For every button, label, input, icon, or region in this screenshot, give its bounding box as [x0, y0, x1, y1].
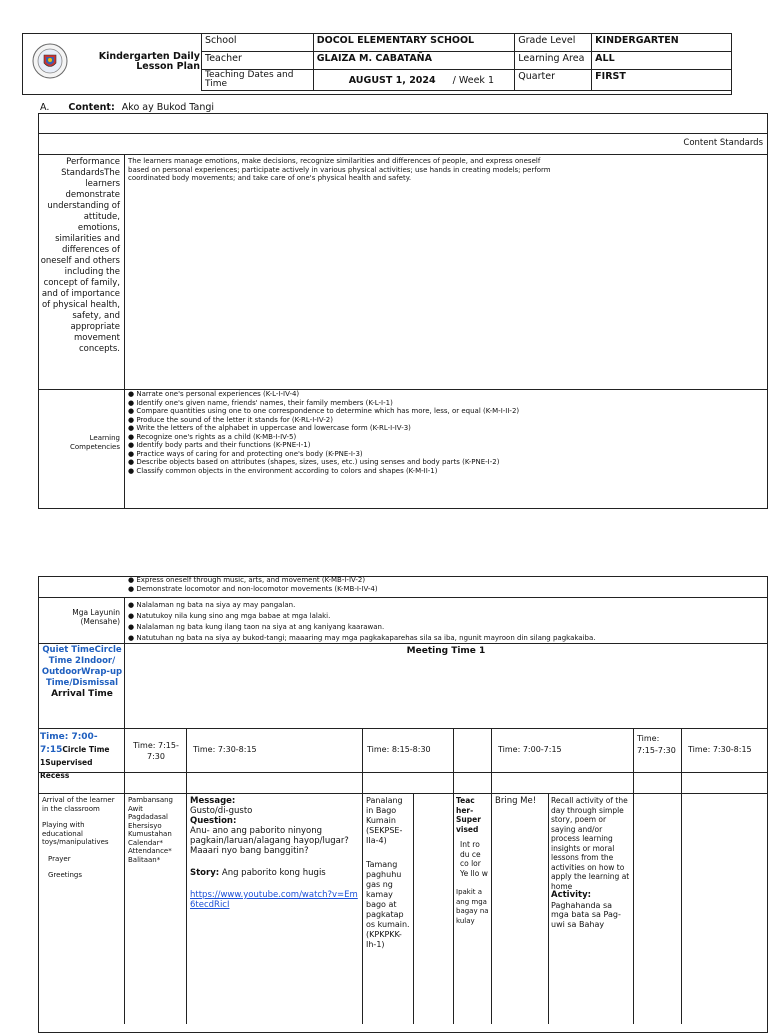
bring-me: Bring Me!	[495, 796, 537, 806]
competency-item: ● Express oneself through music, arts, and movement (K-MB-I-IV-2)	[128, 576, 366, 584]
competency-item: ● Practice ways of caring for and protecting one's body (K-PNE-I-3)	[128, 449, 363, 458]
value-grade-level: KINDERGARTEN	[592, 34, 732, 52]
greetings-text: Greetings	[48, 871, 82, 879]
header-table	[201, 33, 732, 91]
youtube-link[interactable]: https://www.youtube.com/watch?v=Em6tecdRicI	[190, 890, 358, 910]
arrival-time-label: Arrival Time	[51, 689, 113, 699]
time-cell-5: Time: 7:15-7:30	[637, 734, 676, 755]
competencies-list-continued	[128, 576, 748, 593]
competency-item: ● Demonstrate locomotor and non-locomotor movements (K-MB-I-IV-4)	[128, 584, 378, 593]
story-line	[190, 868, 360, 878]
teaching-date: AUGUST 1, 2024	[348, 74, 436, 86]
content-value: Ako ay Bukod Tangi	[121, 102, 215, 113]
time-first: Time: 7:00-7:15	[40, 732, 98, 755]
teacher-supervised: Teac her-Super vised	[456, 796, 481, 834]
objective-item: ● Natutuhan ng bata na siya ay bukod-tangi; maaaring may mga pagkakaparehas sila sa iba, ngunit mayroon din silang pagkakaiba.	[128, 634, 596, 642]
story-label: Story:	[190, 868, 220, 878]
empty-row	[38, 772, 768, 794]
content-row-empty	[38, 113, 768, 134]
activity-col-arrival	[42, 796, 122, 880]
label-learning-area: Learning Area	[515, 52, 592, 70]
content-label: Content:	[68, 102, 115, 113]
competency-item: ● Produce the sound of the letter it stands for (K-RL-I-IV-2)	[128, 415, 333, 424]
value-school: DOCOL ELEMENTARY SCHOOL	[313, 34, 515, 52]
arrival-text: Arrival of the learner in the classroom	[42, 796, 115, 813]
handwashing: Tamang paghuhu gas ng kamay bago at pagkatap os kumain. (KPKPKK-Ih-1)	[366, 860, 410, 949]
recall-text: Recall activity of the day through simple story, poem or saying and/or process learning insights or moral lessons from the activities on how to apply the learning at home	[551, 796, 630, 891]
schedule-left-label	[40, 645, 124, 699]
value-quarter: FIRST	[592, 70, 732, 91]
content-letter: A.	[40, 102, 50, 113]
label-school: School	[202, 34, 314, 52]
label-quarter: Quarter	[515, 70, 592, 91]
time-cell-3: Time: 8:15-8:30	[367, 745, 431, 754]
circle-time-label: Circle Time 1Supervised Recess	[40, 745, 110, 780]
show-objects: Ipakit a ang mga bagay na kulay	[456, 888, 489, 925]
label-grade-level: Grade Level	[515, 34, 592, 52]
value-learning-area: ALL	[592, 52, 732, 70]
message-label: Message:	[190, 796, 236, 806]
plan-title: Kindergarten Daily Lesson Plan	[98, 51, 200, 72]
activity-col-teacher	[456, 796, 490, 926]
competency-item: ● Identify one's given name, friends' names, their family members (K-L-I-1)	[128, 398, 393, 407]
content-standards-row	[38, 133, 768, 155]
value-teaching-dates	[313, 70, 515, 91]
competency-item: ● Write the letters of the alphabet in uppercase and lowercase form (K-RL-I-IV-3)	[128, 424, 411, 432]
content-standards-label: Content Standards	[683, 138, 763, 148]
time-cell-4: Time: 7:00-7:15	[498, 745, 562, 754]
competency-item: ● Recognize one's rights as a child (K-MB-I-IV-5)	[128, 432, 297, 441]
activity-col-wrapup	[551, 796, 631, 929]
competency-item: ● Describe objects based on attributes (shapes, sizes, uses, etc.) using senses and body parts (K-PNE-I-2)	[128, 458, 500, 466]
question-label: Question:	[190, 816, 237, 826]
message-text: Gusto/di-gusto	[190, 806, 253, 816]
time-cell-6: Time: 7:30-8:15	[688, 745, 752, 754]
intro-color: Int ro du ce co lor Ye llo w	[460, 840, 488, 878]
deped-seal-icon	[32, 43, 68, 79]
label-teaching-dates: Teaching Dates and Time	[202, 70, 314, 91]
question-text: Anu- ano ang paborito ninyong pagkain/laruan/alagang hayop/lugar? Maaari nyo bang banggitin?	[190, 826, 349, 856]
label-teacher: Teacher	[202, 52, 314, 70]
playing-text: Playing with educational toys/manipulatives	[42, 821, 109, 846]
story-text: Ang paborito kong hugis	[221, 868, 326, 878]
time-row-top	[38, 728, 768, 729]
youtube-link-wrap	[190, 890, 360, 910]
activity-label: Activity:	[551, 890, 592, 900]
performance-row	[38, 154, 768, 390]
competency-item: ● Classify common objects in the environment according to colors and shapes (K-M-II-1)	[128, 466, 438, 475]
time-cell-2: Time: 7:30-8:15	[193, 745, 257, 754]
competencies-label: Learning Competencies	[70, 434, 120, 451]
schedule-blue-label: Quiet TimeCircle Time 2Indoor/ OutdoorWrap-up Time/Dismissal	[41, 645, 123, 688]
activity-col-meeting	[190, 796, 360, 910]
objective-item: ● Nalalaman ng bata kung ilang taon na siya at ang kaniyang kaarawan.	[128, 623, 385, 631]
value-teacher: GLAIZA M. CABATAÑA	[313, 52, 515, 70]
objectives-label: Mga Layunin (Mensahe)	[72, 608, 120, 626]
objective-item: ● Nalalaman ng bata na siya ay may pangalan.	[128, 601, 296, 609]
time-cell-1: Time: 7:15-7:30	[133, 741, 179, 761]
competency-item: ● Narrate one's personal experiences (K-L-I-IV-4)	[128, 390, 300, 398]
objective-item: ● Natutukoy nila kung sino ang mga babae at mga lalaki.	[128, 612, 331, 620]
performance-label: Performance StandardsThe learners demonstrate understanding of attitude, emotions, similarities and differences of oneself and others including the concept of family, and of importance of physical health, safety, and appropriate movement concepts.	[40, 157, 120, 354]
performance-text: The learners manage emotions, make decisions, recognize similarities and differences of people, and express oneself based on personal experiences; participate actively in various physical activities; use hands in creating models; perform coordinated body movements; and take care of one's physical health and safety.	[128, 157, 551, 182]
teaching-week: / Week 1	[452, 74, 494, 86]
meeting-time-label: Meeting Time 1	[406, 646, 486, 656]
activity-text: Paghahanda sa mga bata sa Pag-uwi sa Bahay	[551, 900, 621, 929]
objectives-list	[128, 600, 768, 644]
activity-col-opening: Pambansang Awit Pagdadasal Ehersisyo Kumustahan Calendar* Attendance* Balitaan*	[128, 796, 174, 864]
content-line	[40, 102, 214, 113]
prayer-text: Prayer	[48, 854, 71, 863]
competency-item: ● Identify body parts and their functions (K-PNE-I-1)	[128, 441, 311, 449]
activity-col-snack	[366, 796, 412, 950]
competencies-list	[128, 390, 748, 475]
competency-item: ● Compare quantities using one to one correspondence to determine which has more, less, or equal (K-M-I-II-2)	[128, 407, 520, 415]
prayer-before-meal: Panalang in Bago Kumain (SEKPSE-IIa-4)	[366, 796, 403, 845]
